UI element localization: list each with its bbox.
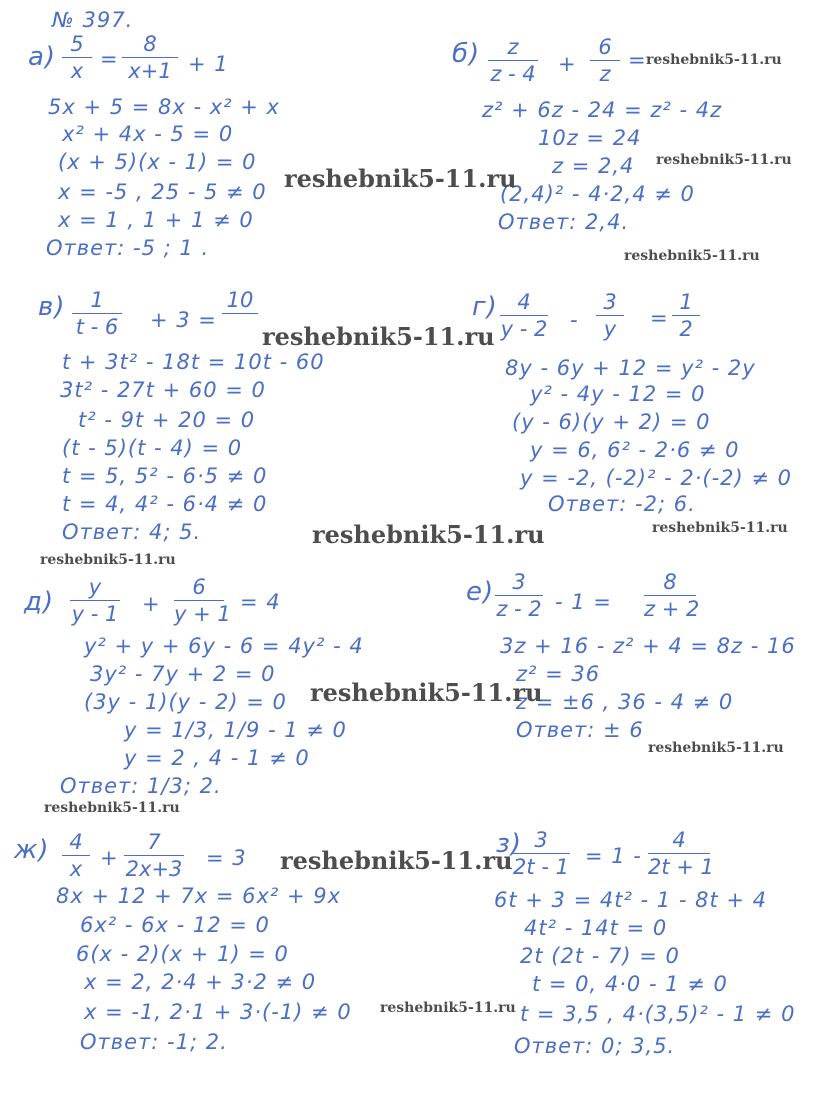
- part-z-line-2: 4t² - 14t = 0: [524, 916, 668, 940]
- part-g-line-3: (y - 6)(y + 2) = 0: [512, 410, 711, 434]
- part-e-line-3: z = ±6 , 36 - 4 ≠ 0: [516, 690, 734, 714]
- part-d-line-3: (3y - 1)(y - 2) = 0: [84, 690, 287, 714]
- watermark: reshebnik5-11.ru: [312, 520, 545, 549]
- part-d-answer: Ответ: 1/3; 2.: [60, 774, 222, 798]
- part-g-line-4: y = 6, 6² - 2·6 ≠ 0: [530, 438, 740, 462]
- part-zh-line-5: x = -1, 2·1 + 3·(-1) ≠ 0: [84, 1000, 352, 1024]
- part-zh-line-1: 8x + 12 + 7x = 6x² + 9x: [56, 884, 342, 908]
- part-v-line-4: (t - 5)(t - 4) = 0: [62, 436, 243, 460]
- part-e-line-2: z² = 36: [516, 662, 601, 686]
- part-a-eq-sign: =: [100, 47, 119, 71]
- watermark: reshebnik5-11.ru: [284, 164, 517, 193]
- part-e-line-1: 3z + 16 - z² + 4 = 8z - 16: [500, 634, 796, 658]
- part-d-fraction-mid: 6 y + 1: [174, 575, 231, 626]
- watermark: reshebnik5-11.ru: [652, 520, 788, 536]
- part-e-answer: Ответ: ± 6: [516, 718, 644, 742]
- part-zh-eq-mid: +: [100, 846, 119, 870]
- part-b-line-2: 10z = 24: [538, 126, 642, 150]
- part-z-line-1: 6t + 3 = 4t² - 1 - 8t + 4: [494, 888, 767, 912]
- part-v-fraction-rhs: 10: [222, 288, 258, 315]
- part-g-fraction-lhs: 4 y - 2: [500, 290, 548, 341]
- part-b-fraction-lhs: z z - 4: [488, 35, 538, 86]
- part-zh-label: ж): [14, 835, 50, 865]
- part-e-fraction-rhs: 8 z + 2: [644, 570, 700, 621]
- part-z-label: з): [496, 829, 522, 859]
- watermark: reshebnik5-11.ru: [310, 678, 543, 707]
- part-a-line-2: x² + 4x - 5 = 0: [62, 122, 234, 146]
- part-b-line-1: z² + 6z - 24 = z² - 4z: [482, 98, 723, 122]
- part-z-line-3: 2t (2t - 7) = 0: [520, 944, 680, 968]
- part-d-line-2: 3y² - 7y + 2 = 0: [90, 662, 276, 686]
- watermark: reshebnik5-11.ru: [280, 846, 513, 875]
- part-d-line-1: y² + y + 6y - 6 = 4y² - 4: [84, 634, 364, 658]
- part-e-eq-mid: - 1 =: [555, 590, 612, 614]
- part-g-line-2: y² - 4y - 12 = 0: [530, 382, 706, 406]
- part-z-fraction-rhs: 4 2t + 1: [648, 828, 714, 879]
- part-b-line-4: (2,4)² - 4·2,4 ≠ 0: [500, 182, 695, 206]
- part-d-fraction-lhs: y y - 1: [71, 575, 119, 626]
- part-zh-line-2: 6x² - 6x - 12 = 0: [80, 913, 270, 937]
- part-a-fraction-rhs: 8 x+1: [122, 32, 178, 83]
- part-v-answer: Ответ: 4; 5.: [62, 520, 202, 544]
- part-b-eq-tail: =: [628, 48, 647, 72]
- watermark: reshebnik5-11.ru: [648, 740, 784, 756]
- part-z-fraction-lhs: 3 2t - 1: [513, 828, 569, 879]
- part-v-line-3: t² - 9t + 20 = 0: [78, 408, 256, 432]
- watermark: reshebnik5-11.ru: [656, 152, 792, 168]
- part-a-line-4: x = -5 , 25 - 5 ≠ 0: [58, 180, 267, 204]
- part-b-line-3: z = 2,4: [552, 154, 635, 178]
- part-v-eq-mid: + 3 =: [150, 308, 217, 332]
- part-d-eq-mid: +: [142, 592, 161, 616]
- part-a-label: а): [28, 42, 57, 72]
- part-g-fraction-mid: 3 y: [596, 290, 624, 341]
- part-z-line-5: t = 3,5 , 4·(3,5)² - 1 ≠ 0: [520, 1002, 796, 1026]
- part-z-eq-mid: = 1 -: [585, 844, 642, 868]
- part-e-fraction-lhs: 3 z - 2: [496, 570, 542, 621]
- part-zh-fraction-mid: 7 2x+3: [125, 830, 183, 881]
- part-v-label: в): [38, 292, 66, 322]
- part-g-line-1: 8y - 6y + 12 = y² - 2y: [505, 356, 756, 380]
- part-zh-answer: Ответ: -1; 2.: [80, 1030, 228, 1054]
- part-a-answer: Ответ: -5 ; 1 .: [46, 236, 210, 260]
- watermark: reshebnik5-11.ru: [44, 800, 180, 816]
- part-b-label: б): [452, 39, 481, 69]
- watermark: reshebnik5-11.ru: [262, 322, 495, 351]
- part-v-line-5: t = 5, 5² - 6·5 ≠ 0: [62, 464, 268, 488]
- part-z-line-4: t = 0, 4·0 - 1 ≠ 0: [532, 972, 728, 996]
- part-v-line-1: t + 3t² - 18t = 10t - 60: [62, 350, 325, 374]
- part-b-eq-mid: +: [558, 52, 577, 76]
- part-e-label: е): [466, 577, 495, 607]
- part-b-answer: Ответ: 2,4.: [498, 210, 630, 234]
- watermark: reshebnik5-11.ru: [646, 52, 782, 68]
- part-a-line-1: 5x + 5 = 8x - x² + x: [48, 95, 280, 119]
- part-d-line-5: y = 2 , 4 - 1 ≠ 0: [124, 746, 310, 770]
- part-zh-eq-tail: = 3: [206, 846, 247, 870]
- part-a-line-5: x = 1 , 1 + 1 ≠ 0: [58, 208, 254, 232]
- part-a-line-3: (x + 5)(x - 1) = 0: [58, 150, 257, 174]
- part-a-eq-tail: + 1: [188, 52, 229, 76]
- part-d-label: д): [24, 587, 55, 617]
- watermark: reshebnik5-11.ru: [380, 1000, 516, 1016]
- part-zh-fraction-lhs: 4 x: [62, 830, 90, 881]
- part-b-fraction-rhs: 6 z: [590, 35, 620, 86]
- watermark: reshebnik5-11.ru: [40, 552, 176, 568]
- part-g-label: г): [472, 292, 498, 322]
- part-v-line-6: t = 4, 4² - 6·4 ≠ 0: [62, 492, 268, 516]
- part-g-eq-mid: -: [570, 308, 579, 332]
- part-g-eq-sign: =: [650, 306, 669, 330]
- part-a-fraction-lhs: 5 x: [62, 32, 92, 83]
- watermark: reshebnik5-11.ru: [624, 248, 760, 264]
- part-z-answer: Ответ: 0; 3,5.: [514, 1034, 676, 1058]
- part-zh-line-4: x = 2, 2·4 + 3·2 ≠ 0: [84, 970, 317, 994]
- part-d-line-4: y = 1/3, 1/9 - 1 ≠ 0: [124, 718, 347, 742]
- part-g-answer: Ответ: -2; 6.: [548, 492, 696, 516]
- part-d-eq-tail: = 4: [240, 590, 281, 614]
- part-v-line-2: 3t² - 27t + 60 = 0: [60, 378, 266, 402]
- part-v-fraction-lhs: 1 t - 6: [72, 288, 122, 339]
- problem-number: № 397.: [52, 8, 134, 32]
- part-g-fraction-rhs: 1 2: [672, 290, 700, 341]
- part-g-line-5: y = -2, (-2)² - 2·(-2) ≠ 0: [520, 466, 793, 490]
- part-zh-line-3: 6(x - 2)(x + 1) = 0: [76, 942, 289, 966]
